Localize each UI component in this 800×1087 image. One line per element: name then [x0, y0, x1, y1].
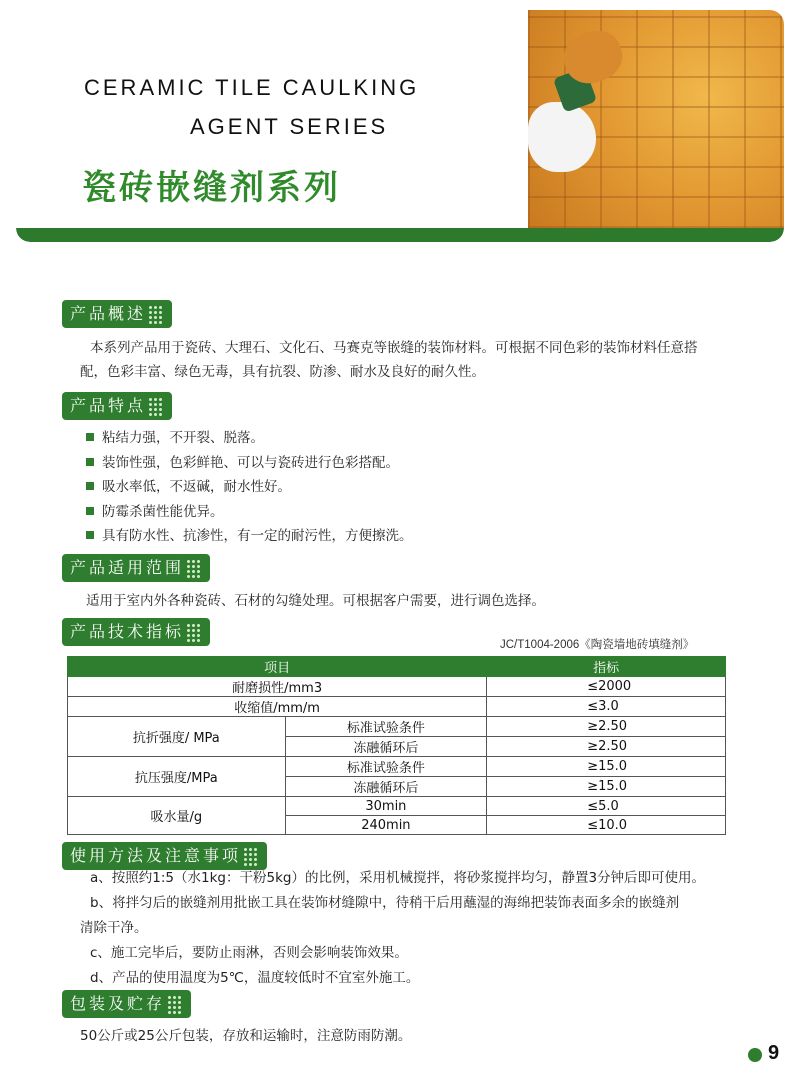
section-heading-features: [62, 392, 172, 420]
usage-step-b-line2: 清除干净。: [80, 920, 148, 936]
cell-water-240-value: ≤10.0: [487, 816, 726, 835]
section-heading-label: 使用方法及注意事项: [70, 846, 242, 865]
bullet-square-icon: [86, 433, 94, 441]
cell-comp-label: 抗压强度/MPa: [68, 757, 286, 797]
cell-comp-std-value: ≥15.0: [487, 757, 726, 777]
table-row: [68, 717, 726, 737]
scope-text: 适用于室内外各种瓷砖、石材的勾缝处理。可根据客户需要，进行调色选择。: [86, 593, 545, 609]
title-english-line1: CERAMIC TILE CAULKING: [84, 75, 420, 100]
cell-wear-label: 耐磨损性/mm3: [68, 677, 487, 697]
section-heading-label: 产品技术指标: [70, 622, 185, 641]
overview-line2: 配，色彩丰富、绿色无毒，具有抗裂、防渗、耐水及良好的耐久性。: [80, 364, 485, 380]
usage-step-d: d、产品的使用温度为5℃，温度较低时不宜室外施工。: [90, 970, 420, 986]
cell-water-30-cond: 30min: [285, 797, 487, 816]
table-row: [68, 797, 726, 816]
column-header-item: 项目: [68, 657, 487, 677]
overview-text: [80, 336, 698, 384]
header-photo: [528, 10, 784, 228]
bullet-square-icon: [86, 482, 94, 490]
cell-flex-label: 抗折强度/ MPa: [68, 717, 286, 757]
section-heading-scope: [62, 554, 210, 582]
usage-step-c: c、施工完毕后，要防止雨淋，否则会影响装饰效果。: [90, 945, 408, 961]
section-heading-label: 产品特点: [70, 396, 147, 415]
section-heading-overview: [62, 300, 172, 328]
cell-flex-std-value: ≥2.50: [487, 717, 726, 737]
header-green-bar: [16, 228, 784, 242]
dots-decoration-icon: [167, 995, 183, 1015]
dots-decoration-icon: [148, 397, 164, 417]
usage-step-b-line1: b、将拌匀后的嵌缝剂用批嵌工具在装饰材缝隙中，待稍干后用蘸湿的海绵把装饰表面多余的嵌缝剂: [90, 895, 680, 911]
section-heading-specs: [62, 618, 210, 646]
dots-decoration-icon: [186, 559, 202, 579]
list-item: 装饰性强，色彩鲜艳、可以与瓷砖进行色彩搭配。: [86, 451, 413, 476]
bullet-square-icon: [86, 458, 94, 466]
dots-decoration-icon: [243, 847, 259, 867]
page-number: 9: [768, 1042, 780, 1064]
packaging-text: 50公斤或25公斤包装，存放和运输时，注意防雨防潮。: [80, 1028, 412, 1044]
section-heading-label: 产品适用范围: [70, 558, 185, 577]
cell-comp-std-cond: 标准试验条件: [285, 757, 487, 777]
cell-water-240-cond: 240min: [285, 816, 487, 835]
table-row: [68, 677, 726, 697]
list-item: 具有防水性、抗渗性，有一定的耐污性，方便擦洗。: [86, 524, 413, 549]
feature-list: [86, 426, 413, 549]
cell-flex-ft-cond: 冻融循环后: [285, 737, 487, 757]
title-english-line2: AGENT SERIES: [190, 114, 389, 139]
cell-flex-std-cond: 标准试验条件: [285, 717, 487, 737]
usage-step-a: a、按照约1:5（水1kg：干粉5kg）的比例，采用机械搅拌，将砂浆搅拌均匀，静置3分钟后即可使用。: [90, 870, 706, 886]
usage-instructions: [80, 866, 740, 991]
cell-comp-ft-value: ≥15.0: [487, 777, 726, 797]
title-chinese: 瓷砖嵌缝剂系列: [82, 168, 341, 208]
bullet-square-icon: [86, 531, 94, 539]
table-row: [68, 697, 726, 717]
page-dot-icon: [748, 1048, 762, 1062]
section-heading-label: 包装及贮存: [70, 994, 166, 1013]
list-item: 防霉杀菌性能优异。: [86, 500, 413, 525]
section-heading-packaging: [62, 990, 191, 1018]
cell-water-label: 吸水量/g: [68, 797, 286, 835]
spec-table: [67, 656, 726, 835]
dots-decoration-icon: [186, 623, 202, 643]
list-item: 吸水率低，不返碱，耐水性好。: [86, 475, 413, 500]
cell-shrink-value: ≤3.0: [487, 697, 726, 717]
photo-hand-glove: [528, 102, 596, 172]
section-heading-label: 产品概述: [70, 304, 147, 323]
overview-line1: 本系列产品用于瓷砖、大理石、文化石、马赛克等嵌缝的装饰材料。可根据不同色彩的装饰材料任意搭: [90, 340, 698, 356]
bullet-square-icon: [86, 507, 94, 515]
column-header-index: 指标: [487, 657, 726, 677]
cell-flex-ft-value: ≥2.50: [487, 737, 726, 757]
cell-wear-value: ≤2000: [487, 677, 726, 697]
dots-decoration-icon: [148, 305, 164, 325]
standard-reference: JC/T1004-2006《陶瓷墙地砖填缝剂》: [500, 639, 695, 651]
cell-water-30-value: ≤5.0: [487, 797, 726, 816]
table-header-row: [68, 657, 726, 677]
list-item: 粘结力强，不开裂、脱落。: [86, 426, 413, 451]
table-row: [68, 757, 726, 777]
cell-shrink-label: 收缩值/mm/m: [68, 697, 487, 717]
cell-comp-ft-cond: 冻融循环后: [285, 777, 487, 797]
